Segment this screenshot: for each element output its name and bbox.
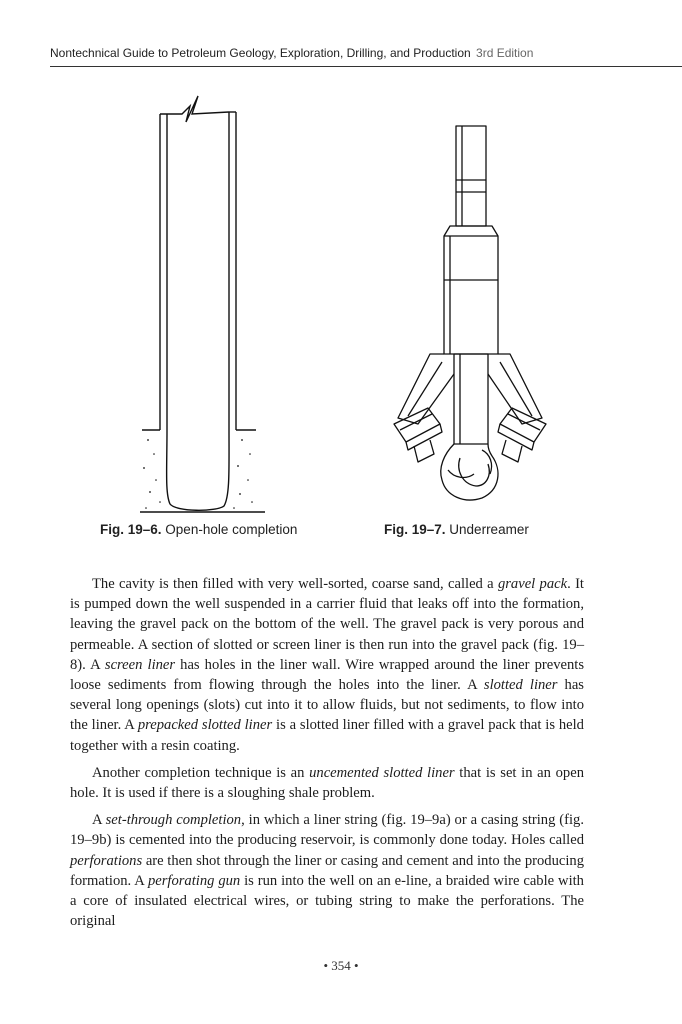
underreamer-drawing — [378, 118, 548, 518]
paragraph — [70, 763, 584, 803]
figure-caption — [384, 522, 529, 537]
text-run: A — [92, 812, 106, 829]
text-run: The cavity is then filled with very well-sorted, coarse sand, called a — [92, 576, 498, 592]
figure-caption — [100, 522, 297, 537]
running-header — [50, 46, 682, 66]
text-run: has holes in the liner wall. Wire wrapped around the liner prevents loose sediments from flowing through the holes into the liner. A — [70, 656, 585, 694]
figure-number: Fig. 19–7. — [384, 522, 446, 537]
page-number: • 354 • — [323, 958, 359, 973]
text-run: are then shot through the liner or casing and cement and into the producing formation. A — [70, 852, 584, 889]
text-run: is run into the well on an e-line, a braided wire cable with a core of insulated electrical wires, or tubing string to make the perforations. The original — [70, 872, 584, 930]
figure-open-hole-completion — [130, 88, 270, 516]
open-hole-completion-drawing — [130, 88, 270, 516]
header-rule — [50, 66, 682, 67]
text-run: has several long openings (slots) cut into it to allow fluids, but not sediments, to flow into the liner. A — [70, 677, 584, 734]
book-title: Nontechnical Guide to Petroleum Geology, Exploration, Drilling, and Production — [50, 46, 471, 60]
figure-underreamer — [378, 118, 548, 518]
italic-term: slotted liner — [483, 677, 558, 694]
italic-term: prepacked slotted liner — [137, 717, 273, 734]
italic-term: perforations — [70, 852, 143, 869]
text-run: that is set in an open hole. It is used if there is a sloughing shale problem. — [70, 764, 584, 802]
text-run: , in which a liner string (fig. 19–9a) or a casing string (fig. 19–9b) is cemented into the producing reservoir, is commonly done today. Holes called — [70, 812, 584, 849]
figure-number: Fig. 19–6. — [100, 522, 162, 537]
italic-term: gravel pack — [497, 576, 568, 592]
body-text — [70, 574, 584, 938]
text-run: Another completion technique is an — [92, 764, 310, 781]
italic-term: perforating gun — [147, 872, 241, 889]
text-run: . It is pumped down the well suspended in a carrier fluid that leaks off into the formation, leaving the gravel pack on the bottom of the well. The gravel pack is very porous and permeable. A section of slotted or screen liner is then run into the gravel pack (fig. 19–8). A — [70, 576, 584, 673]
paragraph — [70, 810, 584, 931]
edition-label: 3rd Edition — [476, 46, 534, 60]
text-run: is a slotted liner filled with a gravel pack that is held together with a resin coating. — [70, 717, 584, 754]
paragraph — [70, 574, 584, 756]
figure-caption-text: Underreamer — [449, 522, 529, 537]
figure-caption-text: Open-hole completion — [165, 522, 298, 537]
italic-term: set-through completion — [105, 812, 242, 829]
italic-term: screen liner — [104, 656, 176, 673]
italic-term: uncemented slotted liner — [309, 764, 455, 781]
